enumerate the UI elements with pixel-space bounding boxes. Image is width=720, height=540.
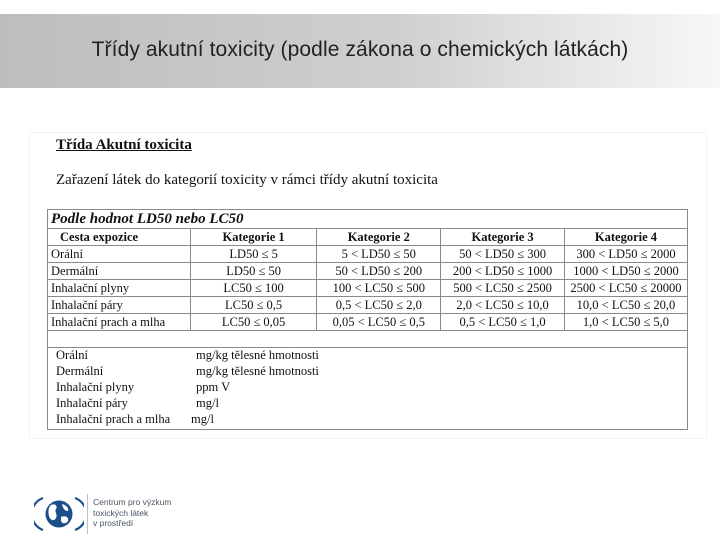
spacer-cell [48, 331, 688, 348]
value-cell: 0,5 < LC50 ≤ 1,0 [441, 314, 565, 331]
globe-icon [34, 493, 84, 535]
logo-line: toxických látek [93, 507, 149, 518]
route-cell: Orální [48, 246, 191, 263]
table-title-row [48, 210, 688, 229]
value-cell: LC50 ≤ 0,5 [190, 297, 317, 314]
value-cell: 50 < LD50 ≤ 300 [441, 246, 565, 263]
header-route: Cesta expozice [48, 229, 191, 246]
units-row [48, 363, 687, 379]
header-category-1: Kategorie 1 [190, 229, 317, 246]
logo-text [93, 497, 171, 529]
value-cell: LD50 ≤ 50 [190, 263, 317, 280]
value-cell: LD50 ≤ 5 [190, 246, 317, 263]
value-cell: 0,05 < LC50 ≤ 0,5 [317, 314, 441, 331]
value-cell: 0,5 < LC50 ≤ 2,0 [317, 297, 441, 314]
value-cell: 100 < LC50 ≤ 500 [317, 280, 441, 297]
units-value: mg/l [191, 412, 214, 426]
units-value: ppm V [196, 380, 231, 394]
table-title: Podle hodnot LD50 nebo LC50 [48, 210, 688, 229]
value-cell: 5 < LD50 ≤ 50 [317, 246, 441, 263]
value-cell: 200 < LD50 ≤ 1000 [441, 263, 565, 280]
route-cell: Inhalační plyny [48, 280, 191, 297]
table-row [48, 246, 688, 263]
value-cell: 500 < LC50 ≤ 2500 [441, 280, 565, 297]
units-row [48, 411, 687, 427]
value-cell: 2,0 < LC50 ≤ 10,0 [441, 297, 565, 314]
value-cell: 1,0 < LC50 ≤ 5,0 [565, 314, 688, 331]
table-row [48, 280, 688, 297]
logo-divider [87, 494, 88, 534]
value-cell: 2500 < LC50 ≤ 20000 [565, 280, 688, 297]
route-cell: Dermální [48, 263, 191, 280]
toxicity-table [47, 209, 688, 348]
units-value: mg/kg tělesné hmotnosti [196, 364, 319, 378]
units-route: Inhalační páry [56, 396, 128, 410]
value-cell: 10,0 < LC50 ≤ 20,0 [565, 297, 688, 314]
table-header-row [48, 229, 688, 246]
units-route: Inhalační prach a mlha [56, 412, 171, 426]
header-category-2: Kategorie 2 [317, 229, 441, 246]
table-row [48, 297, 688, 314]
document-subheading: Zařazení látek do kategorií toxicity v rámci třídy akutní toxicita [56, 172, 438, 188]
logo-line: Centrum pro výzkum [93, 497, 172, 507]
value-cell: 1000 < LD50 ≤ 2000 [565, 263, 688, 280]
table-row [48, 263, 688, 280]
units-value: mg/kg tělesné hmotnosti [196, 348, 319, 362]
value-cell: 300 < LD50 ≤ 2000 [565, 246, 688, 263]
route-cell: Inhalační páry [48, 297, 191, 314]
table-row [48, 314, 688, 331]
slide-title: Třídy akutní toxicity (podle zákona o chemických látkách) [91, 38, 629, 61]
route-cell: Inhalační prach a mlha [48, 314, 191, 331]
header-category-3: Kategorie 3 [441, 229, 565, 246]
document-heading: Třída Akutní toxicita [56, 137, 192, 153]
value-cell: LC50 ≤ 100 [190, 280, 317, 297]
value-cell: LC50 ≤ 0,05 [190, 314, 317, 331]
units-block [47, 347, 688, 430]
units-row [48, 347, 687, 363]
units-row [48, 379, 687, 395]
units-route: Dermální [56, 364, 104, 378]
table-spacer-row [48, 331, 688, 348]
units-value: mg/l [196, 396, 219, 410]
units-route: Inhalační plyny [56, 380, 135, 394]
units-route: Orální [56, 348, 88, 362]
value-cell: 50 < LD50 ≤ 200 [317, 263, 441, 280]
header-category-4: Kategorie 4 [565, 229, 688, 246]
units-row [48, 395, 687, 411]
document-excerpt [30, 133, 706, 438]
logo-line: v prostředí [93, 518, 134, 528]
